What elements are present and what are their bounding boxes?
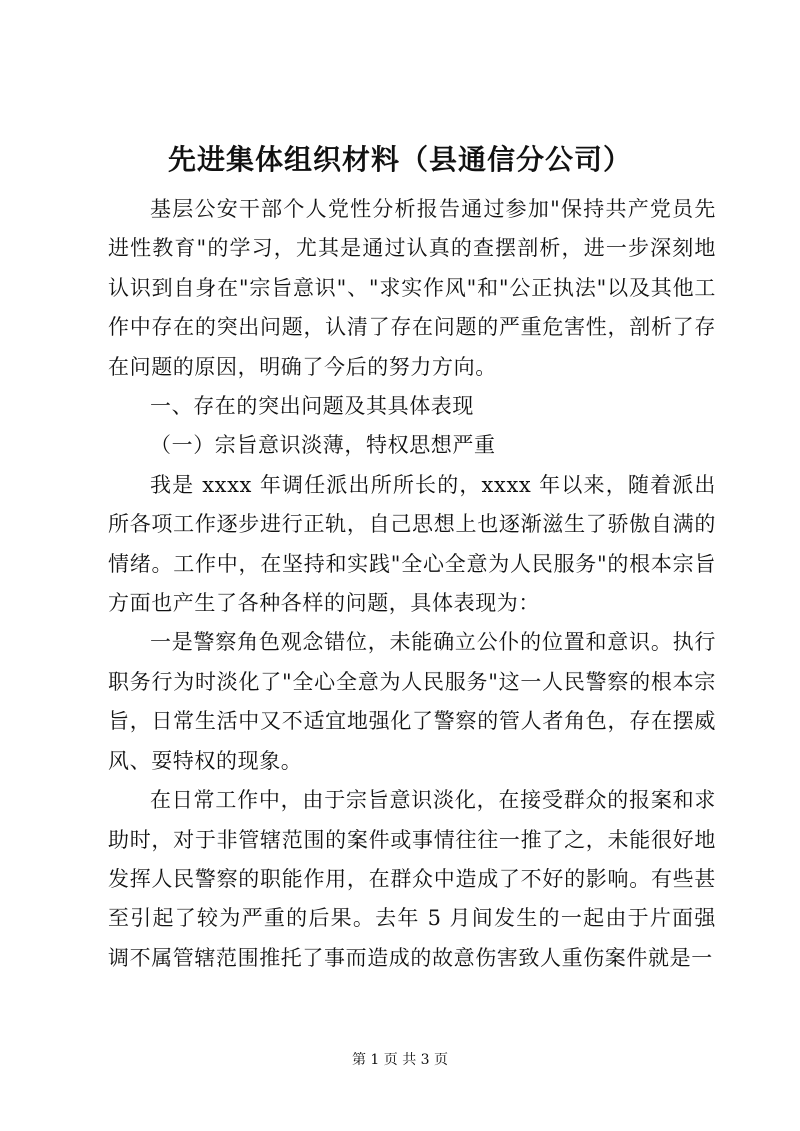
section-heading: 一、存在的突出问题及其具体表现 [150, 394, 474, 419]
paragraph-point-one: 一是警察角色观念错位，未能确立公仆的位置和意识。执行职务行为时淡化了"全心全意为人民服务"这一人民警察的根本宗旨，日常生活中又不适宜地强化了警察的管人者角色，存在摆威风、耍特权的现象。 [108, 630, 716, 773]
document-body [108, 190, 716, 978]
paragraph-daily-work: 在日常工作中，由于宗旨意识淡化，在接受群众的报案和求助时，对于非管辖范围的案件或事情往往一推了之，未能很好地发挥人民警察的职能作用，在群众中造成了不好的影响。有些甚至引起了较为严重的后果。去年 5 月间发生的一起由于片面强调不属管辖范围推托了事而造成的故意伤害致人重伤案件就是一 [108, 788, 716, 970]
paragraph-background: 我是 xxxx 年调任派出所所长的，xxxx 年以来，随着派出所各项工作逐步进行正轨，自己思想上也逐渐滋生了骄傲自满的情绪。工作中，在坚持和实践"全心全意为人民服务"的根本宗旨方面也产生了各种各样的问题，具体表现为： [108, 472, 716, 616]
subsection-heading: （一）宗旨意识淡薄，特权思想严重 [150, 433, 496, 458]
document-title: 先进集体组织材料（县通信分公司） [167, 143, 632, 176]
paragraph-intro: 基层公安干部个人党性分析报告通过参加"保持共产党员先进性教育"的学习，尤其是通过认真的查摆剖析，进一步深刻地认识到自身在"宗旨意识"、"求实作风"和"公正执法"以及其他工作中存在的突出问题，认清了存在问题的严重危害性，剖析了存在问题的原因，明确了今后的努力方向。 [108, 197, 716, 379]
page-footer: 第 1 页 共 3 页 [351, 1052, 449, 1068]
